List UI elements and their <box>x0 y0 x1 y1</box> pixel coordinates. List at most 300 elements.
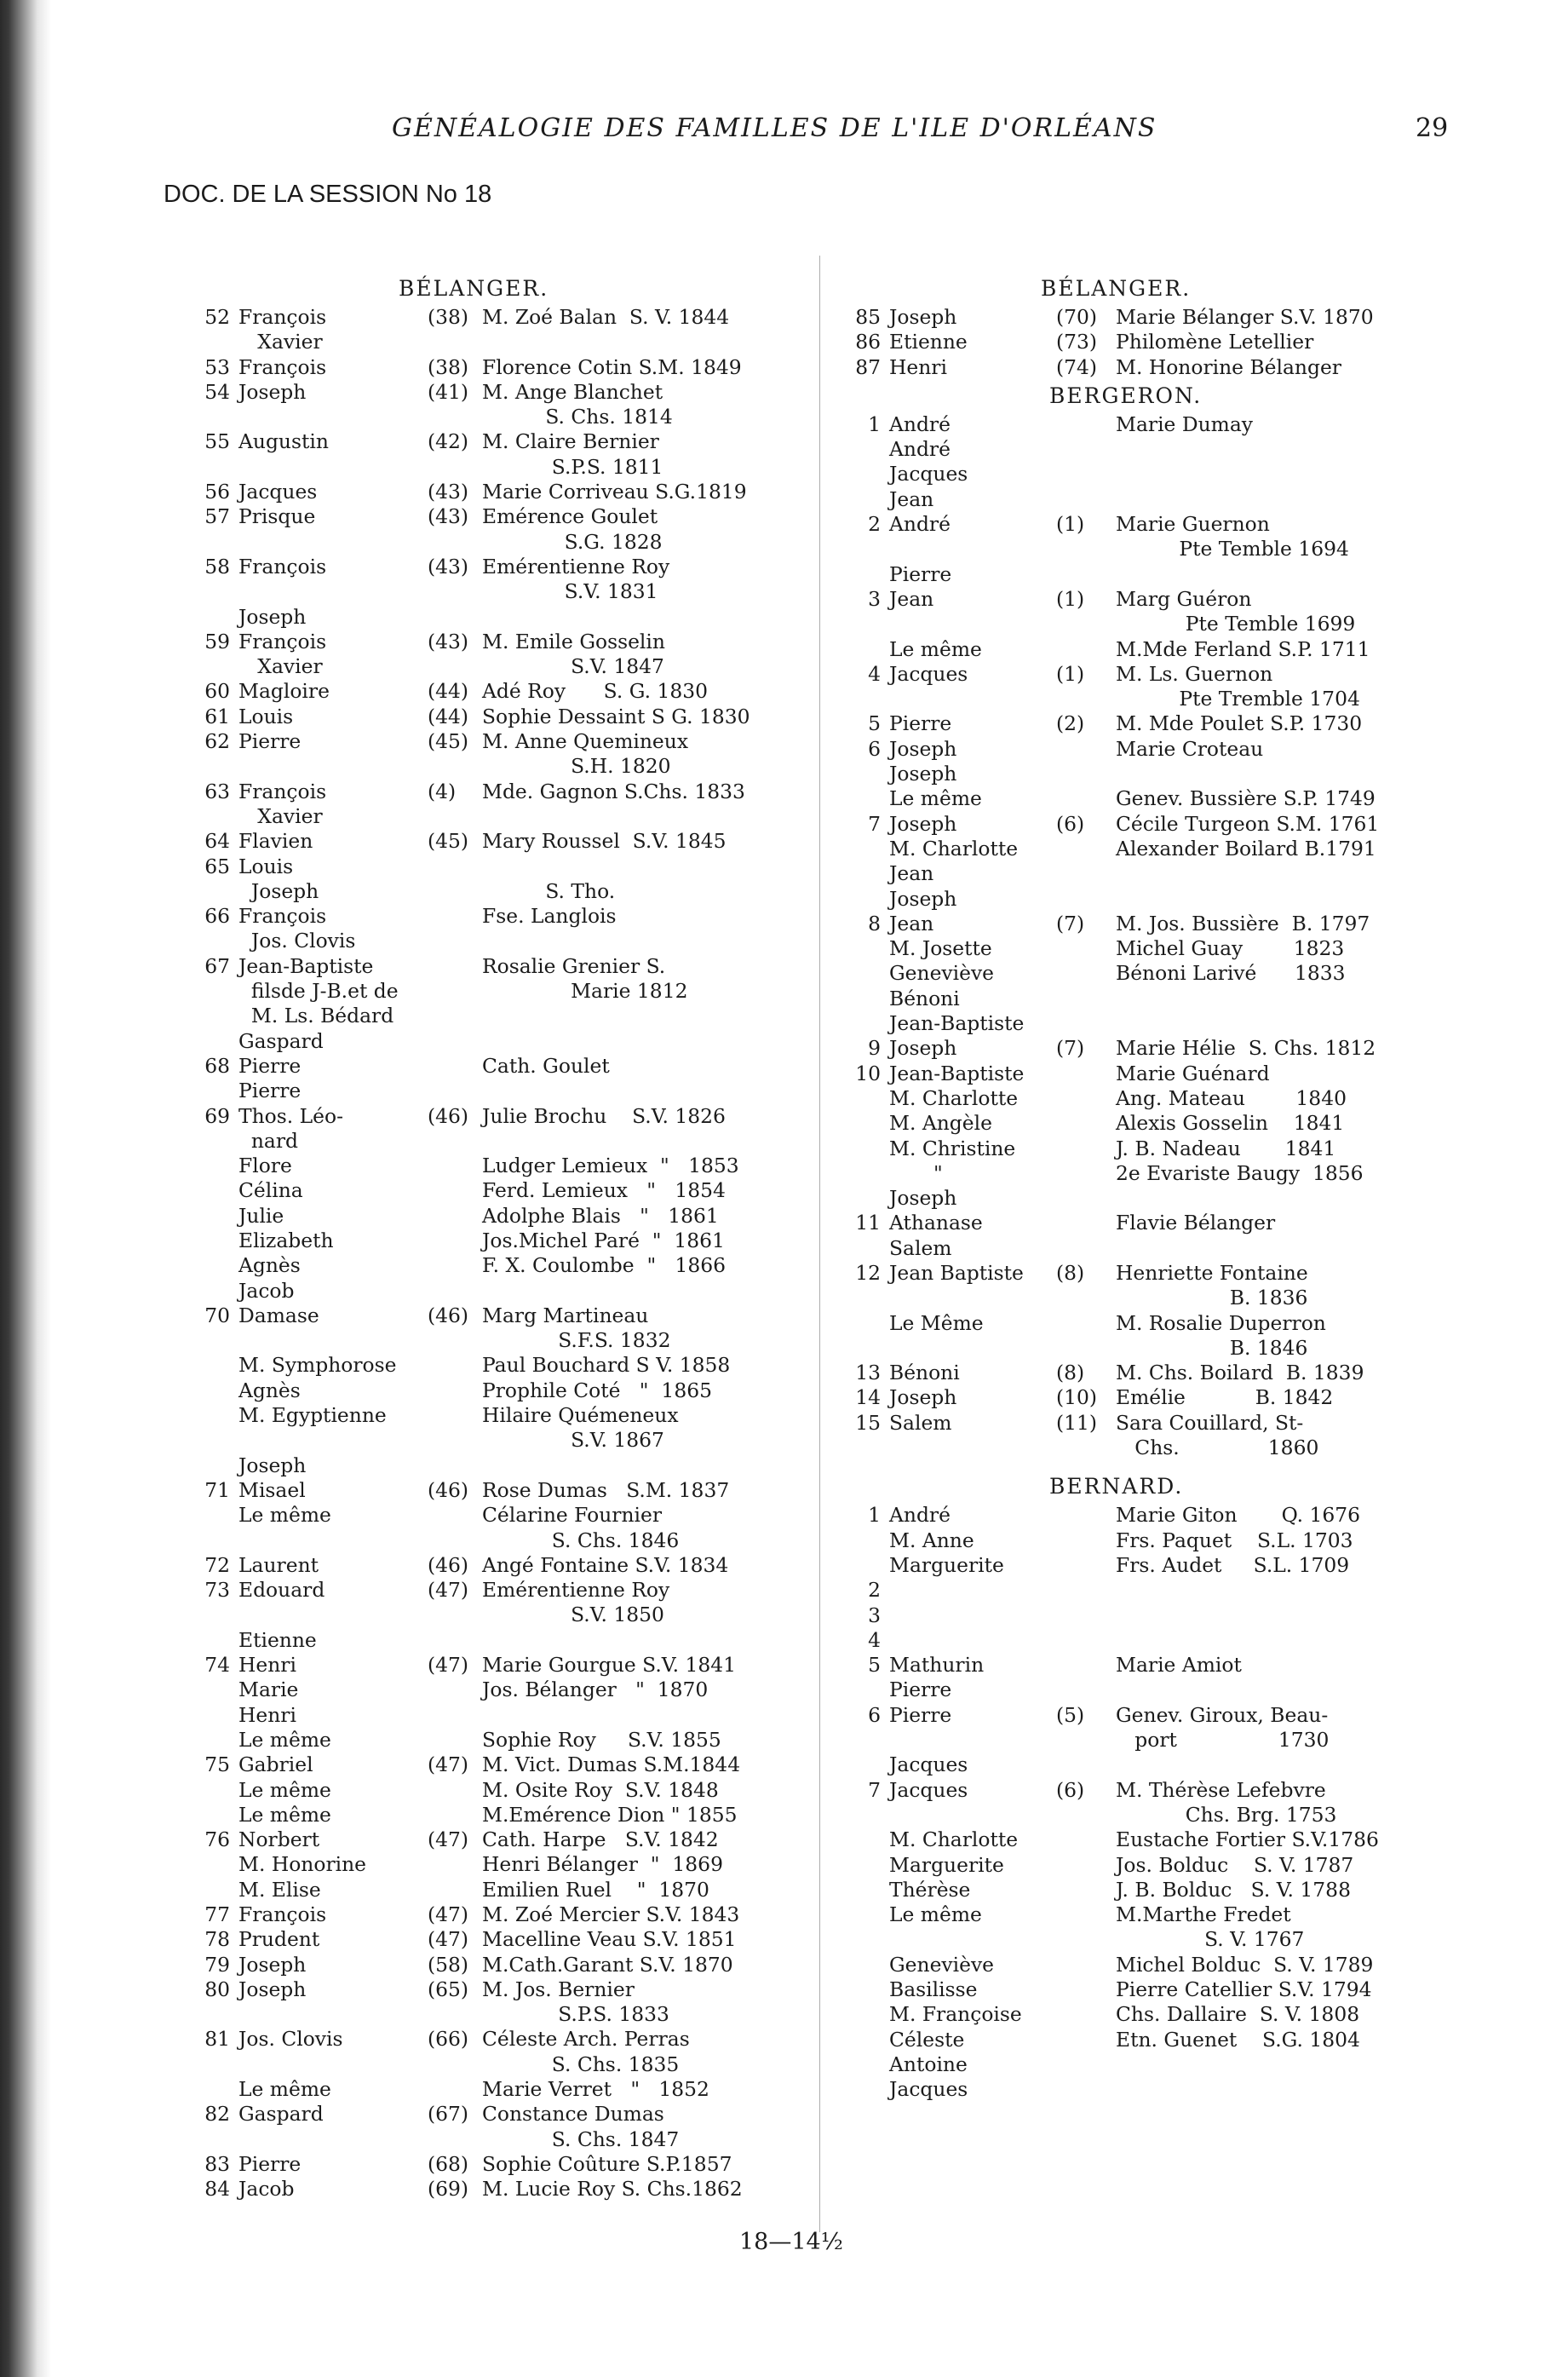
genealogy-entry <box>853 437 1484 462</box>
spouse-marriage: M. Jos. Bernier <box>482 1977 635 2001</box>
entry-number: 78 <box>204 1927 230 1952</box>
entry-number: 5 <box>868 1653 881 1678</box>
genealogy-entry <box>203 1953 824 1977</box>
spouse-marriage: Ludger Lemieux " 1853 <box>482 1154 739 1178</box>
genealogy-entry <box>853 1927 1484 1952</box>
child-name <box>889 1728 1056 1753</box>
spouse-marriage: M. Mde Poulet S.P. 1730 <box>1116 711 1363 736</box>
parent-ref <box>1056 1628 1116 1653</box>
parent-ref: (73) <box>1056 330 1098 354</box>
genealogy-entry <box>203 1029 824 1054</box>
spouse-marriage: Sara Couillard, St- <box>1116 1410 1304 1435</box>
spouse-marriage: M. Osite Roy S.V. 1848 <box>482 1777 719 1802</box>
parent-ref <box>428 1004 482 1028</box>
entry-number <box>203 1428 238 1453</box>
child-name: Pierre <box>889 561 952 586</box>
parent-ref: (74) <box>1056 354 1098 379</box>
genealogy-entry <box>203 305 824 330</box>
entry-number <box>203 1079 238 1103</box>
entry-number <box>853 2028 889 2052</box>
entry-number <box>203 530 238 555</box>
entry-number <box>853 637 889 662</box>
parent-ref: (45) <box>428 829 469 854</box>
parent-ref: (38) <box>428 354 469 379</box>
genealogy-entry <box>203 405 824 429</box>
child-name: nard <box>238 1128 299 1153</box>
genealogy-entry <box>853 512 1484 537</box>
child-name: Jean <box>889 586 934 611</box>
child-name <box>889 1436 1056 1460</box>
spouse-marriage <box>482 1279 824 1304</box>
parent-ref <box>1056 1578 1116 1603</box>
parent-ref <box>1056 1953 1116 1977</box>
child-name: Le même <box>238 1727 331 1752</box>
genealogy-entry <box>203 380 824 405</box>
spouse-marriage: Hilaire Quémeneux <box>482 1403 679 1428</box>
spouse-marriage: M. Honorine Bélanger <box>1116 354 1341 379</box>
genealogy-entry <box>203 1478 824 1503</box>
spouse-marriage: Prophile Coté " 1865 <box>482 1378 712 1402</box>
genealogy-entry <box>203 355 824 380</box>
spouse-marriage: Emilien Ruel " 1870 <box>482 1877 709 1902</box>
genealogy-entry <box>203 1403 824 1428</box>
genealogy-entry <box>853 1827 1484 1852</box>
genealogy-entry <box>203 1578 824 1603</box>
genealogy-entry <box>203 954 824 979</box>
entry-number <box>853 1827 889 1852</box>
genealogy-entry <box>203 1154 824 1178</box>
genealogy-entry <box>203 2177 824 2201</box>
child-name: Joseph <box>889 1385 957 1410</box>
entry-number: 60 <box>204 679 230 704</box>
child-name: filsde J-B.et de <box>238 979 399 1004</box>
parent-ref: (69) <box>428 2177 469 2201</box>
spouse-marriage: Julie Brochu S.V. 1826 <box>482 1103 726 1128</box>
parent-ref <box>1056 786 1116 811</box>
genealogy-entry <box>203 1902 824 1927</box>
parent-ref <box>428 1878 482 1902</box>
parent-ref <box>1056 1803 1116 1827</box>
child-name <box>238 530 428 555</box>
child-name <box>889 1603 1056 1628</box>
parent-ref <box>1056 1286 1116 1310</box>
spouse-marriage: Angé Fontaine S.V. 1834 <box>482 1552 729 1577</box>
child-name: François <box>238 779 327 803</box>
parent-ref <box>1056 1678 1116 1702</box>
parent-ref <box>1056 737 1116 762</box>
child-name: Le même <box>889 786 982 811</box>
child-name <box>889 1336 1056 1361</box>
parent-ref <box>1056 1528 1116 1553</box>
parent-ref <box>1056 1311 1116 1336</box>
spouse-marriage: Paul Bouchard S V. 1858 <box>482 1353 731 1378</box>
genealogy-entry <box>203 1728 824 1753</box>
entry-number: 7 <box>868 1777 881 1802</box>
spouse-marriage: Sophie Dessaint S G. 1830 <box>482 704 750 728</box>
spouse-marriage: port 1730 <box>1116 1728 1330 1753</box>
parent-ref <box>428 754 482 779</box>
genealogy-entry <box>203 654 824 679</box>
child-name: Misael <box>238 1477 306 1502</box>
genealogy-entry <box>203 2102 824 2127</box>
genealogy-entry <box>853 562 1484 587</box>
genealogy-entry <box>203 1328 824 1353</box>
entry-number <box>853 1336 889 1361</box>
entry-number: 72 <box>204 1552 230 1577</box>
spouse-marriage: Marie Guernon <box>1116 512 1270 537</box>
child-name: Augustin <box>238 429 329 454</box>
entry-number: 73 <box>204 1578 230 1603</box>
genealogy-entry <box>203 679 824 704</box>
genealogy-entry <box>203 2002 824 2027</box>
parent-ref: (66) <box>428 2027 469 2052</box>
entry-number: 80 <box>204 1977 230 2001</box>
spouse-marriage: M. Anne Quemineux <box>482 729 689 754</box>
genealogy-entry <box>853 1111 1484 1136</box>
genealogy-entry <box>203 579 824 604</box>
genealogy-entry <box>853 1778 1484 1803</box>
spouse-marriage: S.G. 1828 <box>482 529 663 554</box>
entry-number <box>203 1129 238 1154</box>
child-name: Pierre <box>889 1702 952 1727</box>
genealogy-entry <box>853 1553 1484 1578</box>
entry-number <box>853 1902 889 1927</box>
genealogy-entry <box>203 1528 824 1553</box>
entry-number: 6 <box>868 1702 881 1727</box>
spouse-marriage: M. Ange Blanchet <box>482 379 663 404</box>
parent-ref <box>1056 1161 1116 1186</box>
parent-ref <box>428 405 482 429</box>
parent-ref <box>428 1178 482 1203</box>
parent-ref <box>428 605 482 630</box>
entry-number <box>853 1311 889 1336</box>
parent-ref: (47) <box>428 1927 469 1952</box>
child-name: Le même <box>889 636 982 661</box>
entry-number: 8 <box>868 911 881 935</box>
entry-number: 4 <box>868 661 881 686</box>
child-name: Etienne <box>238 1627 317 1652</box>
genealogy-entry <box>203 1104 824 1129</box>
child-name: Jos. Clovis <box>238 929 356 953</box>
parent-ref: (68) <box>428 2151 469 2176</box>
genealogy-entry <box>853 1853 1484 1878</box>
genealogy-entry <box>853 1161 1484 1186</box>
child-name: Laurent <box>238 1552 319 1577</box>
genealogy-entry <box>853 612 1484 636</box>
genealogy-entry <box>853 1977 1484 2002</box>
genealogy-entry <box>203 1977 824 2002</box>
parent-ref <box>428 1378 482 1403</box>
genealogy-entry <box>853 1902 1484 1927</box>
entry-number <box>203 2002 238 2027</box>
parent-ref <box>1056 936 1116 961</box>
spouse-marriage: Mde. Gagnon S.Chs. 1833 <box>482 779 745 803</box>
child-name: Xavier <box>238 330 323 354</box>
parent-ref <box>1056 437 1116 462</box>
entry-number <box>203 1803 238 1827</box>
entry-number <box>203 1728 238 1753</box>
genealogy-entry <box>853 762 1484 786</box>
genealogy-entry <box>203 1453 824 1478</box>
child-name: Pierre <box>889 1678 952 1702</box>
parent-ref <box>1056 1236 1116 1261</box>
left-record-list <box>203 305 824 2202</box>
parent-ref <box>428 1528 482 1553</box>
entry-number <box>853 786 889 811</box>
child-name: Joseph <box>889 762 957 786</box>
child-name <box>238 1603 428 1627</box>
child-name <box>889 1578 1056 1603</box>
entry-number <box>203 1204 238 1229</box>
child-name: Pierre <box>889 711 952 736</box>
entry-number: 13 <box>855 1361 881 1385</box>
child-name: Pierre <box>238 1079 302 1103</box>
genealogy-entry <box>203 1204 824 1229</box>
child-name: Jean-Baptiste <box>889 1011 1025 1036</box>
entry-number: 11 <box>855 1211 881 1235</box>
child-name: Xavier <box>238 654 323 679</box>
parent-ref <box>428 954 482 979</box>
entry-number <box>853 936 889 961</box>
parent-ref: (47) <box>428 1827 469 1852</box>
child-name: Jean-Baptiste <box>889 1061 1025 1085</box>
child-name: Jacques <box>238 480 318 504</box>
child-name: François <box>238 629 327 653</box>
entry-number <box>853 1878 889 1902</box>
child-name <box>238 2052 428 2077</box>
entry-number <box>853 961 889 986</box>
parent-ref: (1) <box>1056 586 1085 611</box>
parent-ref <box>1056 1011 1116 1036</box>
section-heading-belanger-cont: BÉLANGER. <box>1041 276 1192 301</box>
spouse-marriage: S. Chs. 1847 <box>482 2127 680 2151</box>
entry-number: 58 <box>204 554 230 578</box>
spouse-marriage <box>1116 1628 1484 1653</box>
spouse-marriage <box>482 1029 824 1054</box>
entry-number <box>203 1678 238 1702</box>
genealogy-entry <box>853 1236 1484 1261</box>
parent-ref: (11) <box>1056 1410 1098 1435</box>
entry-number: 68 <box>204 1053 230 1078</box>
child-name: François <box>238 554 327 578</box>
entry-number <box>853 987 889 1011</box>
child-name: Julie <box>238 1203 284 1228</box>
spouse-marriage: M. Chs. Boilard B. 1839 <box>1116 1361 1364 1385</box>
entry-number <box>853 1927 889 1952</box>
spouse-marriage <box>482 1079 824 1103</box>
parent-ref <box>1056 2077 1116 2102</box>
spouse-marriage: Michel Guay 1823 <box>1116 936 1345 961</box>
parent-ref: (1) <box>1056 512 1085 537</box>
child-name: Joseph <box>889 886 957 911</box>
child-name <box>889 1927 1056 1952</box>
entry-number: 76 <box>204 1827 230 1852</box>
parent-ref <box>428 1054 482 1079</box>
parent-ref <box>1056 1853 1116 1878</box>
child-name: André <box>889 512 951 537</box>
page-title: GÉNÉALOGIE DES FAMILLES DE L'ILE D'ORLÉANS <box>392 113 1157 143</box>
child-name: Edouard <box>238 1578 325 1603</box>
genealogy-entry <box>203 1503 824 1528</box>
parent-ref <box>428 1428 482 1453</box>
spouse-marriage: M.Cath.Garant S.V. 1870 <box>482 1952 733 1977</box>
spouse-marriage <box>1116 487 1484 512</box>
entry-number <box>853 2077 889 2102</box>
entry-number: 81 <box>204 2027 230 2052</box>
entry-number <box>853 861 889 886</box>
spouse-marriage: M. Ls. Guernon <box>1116 661 1273 686</box>
spouse-marriage: Genev. Giroux, Beau- <box>1116 1702 1329 1727</box>
genealogy-entry <box>853 837 1484 861</box>
child-name: Le même <box>238 1802 331 1827</box>
genealogy-entry <box>853 305 1484 330</box>
parent-ref <box>428 1803 482 1827</box>
entry-number <box>853 1111 889 1136</box>
parent-ref <box>1056 2028 1116 2052</box>
entry-number <box>203 1528 238 1553</box>
spouse-marriage: J. B. Bolduc S. V. 1788 <box>1116 1877 1351 1902</box>
parent-ref <box>428 804 482 829</box>
child-name: Jean <box>889 911 934 935</box>
entry-number: 70 <box>204 1303 230 1327</box>
entry-number <box>203 879 238 904</box>
spouse-marriage: 2e Evariste Baugy 1856 <box>1116 1160 1364 1185</box>
entry-number: 82 <box>204 2102 230 2127</box>
child-name: Le même <box>238 1503 331 1528</box>
parent-ref <box>428 579 482 604</box>
spouse-marriage: Constance Dumas <box>482 2102 664 2127</box>
spouse-marriage: Pte Temble 1699 <box>1116 612 1356 636</box>
child-name: Pierre <box>238 1053 302 1078</box>
parent-ref: (5) <box>1056 1702 1085 1727</box>
child-name: Joseph <box>238 1977 307 2001</box>
genealogy-entry <box>853 786 1484 811</box>
parent-ref: (43) <box>428 480 469 504</box>
spouse-marriage <box>1116 762 1484 786</box>
genealogy-entry <box>853 1261 1484 1286</box>
entry-number <box>853 1553 889 1578</box>
parent-ref <box>1056 1137 1116 1161</box>
spouse-marriage: Mary Roussel S.V. 1845 <box>482 829 727 854</box>
genealogy-entry <box>853 662 1484 687</box>
child-name: François <box>238 354 327 379</box>
spouse-marriage: Rose Dumas S.M. 1837 <box>482 1477 730 1502</box>
parent-ref: (67) <box>428 2102 469 2127</box>
parent-ref <box>428 1253 482 1278</box>
genealogy-entry <box>853 1286 1484 1310</box>
genealogy-entry <box>203 1852 824 1877</box>
genealogy-entry <box>203 1004 824 1028</box>
parent-ref <box>1056 1186 1116 1211</box>
genealogy-entry <box>203 979 824 1004</box>
spouse-marriage <box>1116 437 1484 462</box>
genealogy-entry <box>853 1436 1484 1460</box>
genealogy-entry <box>853 1211 1484 1235</box>
parent-ref: (10) <box>1056 1385 1098 1410</box>
genealogy-entry <box>203 2077 824 2102</box>
child-name: M. Charlotte <box>889 1085 1019 1110</box>
child-name: Elizabeth <box>238 1228 334 1252</box>
genealogy-entry <box>203 1079 824 1103</box>
parent-ref <box>428 929 482 953</box>
entry-number <box>203 1004 238 1028</box>
spouse-marriage: Jos. Bélanger " 1870 <box>482 1678 709 1702</box>
genealogy-entry <box>853 1753 1484 1777</box>
genealogy-entry <box>853 1678 1484 1702</box>
genealogy-entry <box>853 355 1484 380</box>
genealogy-entry <box>853 1311 1484 1336</box>
parent-ref: (7) <box>1056 911 1085 935</box>
child-name: Joseph <box>889 1036 957 1061</box>
parent-ref <box>1056 1062 1116 1086</box>
genealogy-entry <box>853 1336 1484 1361</box>
entry-number: 77 <box>204 1902 230 1926</box>
spouse-marriage: S. Chs. 1835 <box>482 2052 680 2076</box>
genealogy-entry <box>853 2052 1484 2077</box>
child-name: Jos. Clovis <box>238 2027 343 2052</box>
entry-number <box>203 579 238 604</box>
entry-number <box>203 1503 238 1528</box>
entry-number: 75 <box>204 1753 230 1777</box>
child-name: Salem <box>889 1235 952 1260</box>
spouse-marriage: B. 1846 <box>1116 1335 1308 1360</box>
bernard-list <box>853 1503 1484 2102</box>
entry-number <box>203 654 238 679</box>
spouse-marriage: Emérence Goulet <box>482 504 658 529</box>
spouse-marriage: S.V. 1847 <box>482 654 664 679</box>
entry-number: 71 <box>204 1477 230 1502</box>
entry-number <box>203 1178 238 1203</box>
child-name: Joseph <box>889 305 957 329</box>
child-name: Céleste <box>889 2027 965 2052</box>
spouse-marriage: S.P.S. 1833 <box>482 2002 669 2027</box>
entry-number: 65 <box>204 854 230 878</box>
spouse-marriage: Pte Tremble 1704 <box>1116 687 1360 711</box>
entry-number <box>203 1029 238 1054</box>
entry-number <box>853 1528 889 1553</box>
child-name: Damase <box>238 1303 319 1327</box>
parent-ref <box>428 855 482 879</box>
parent-ref: (47) <box>428 1653 469 1678</box>
entry-number <box>853 837 889 861</box>
child-name: M. Ls. Bédard <box>238 1004 394 1028</box>
child-name: Gaspard <box>238 1028 324 1053</box>
entry-number: 87 <box>855 354 881 379</box>
child-name: Louis <box>238 704 294 728</box>
entry-number <box>203 804 238 829</box>
parent-ref <box>428 654 482 679</box>
entry-number <box>853 487 889 512</box>
parent-ref <box>1056 412 1116 437</box>
child-name <box>238 455 428 480</box>
parent-ref <box>1056 887 1116 912</box>
parent-ref: (2) <box>1056 711 1085 736</box>
genealogy-entry <box>853 1703 1484 1728</box>
parent-ref: (7) <box>1056 1036 1085 1061</box>
parent-ref <box>1056 1977 1116 2002</box>
child-name: " <box>889 1160 943 1185</box>
child-name: M. Charlotte <box>889 1827 1019 1852</box>
entry-number <box>853 1286 889 1310</box>
spouse-marriage: S.V. 1867 <box>482 1428 664 1453</box>
child-name <box>238 405 428 429</box>
child-name <box>238 1428 428 1453</box>
spouse-marriage: Marie Corriveau S.G.1819 <box>482 480 747 504</box>
spouse-marriage: Emélie B. 1842 <box>1116 1385 1334 1410</box>
genealogy-entry <box>203 2127 824 2152</box>
genealogy-entry <box>853 1503 1484 1528</box>
child-name: Joseph <box>238 1453 307 1477</box>
